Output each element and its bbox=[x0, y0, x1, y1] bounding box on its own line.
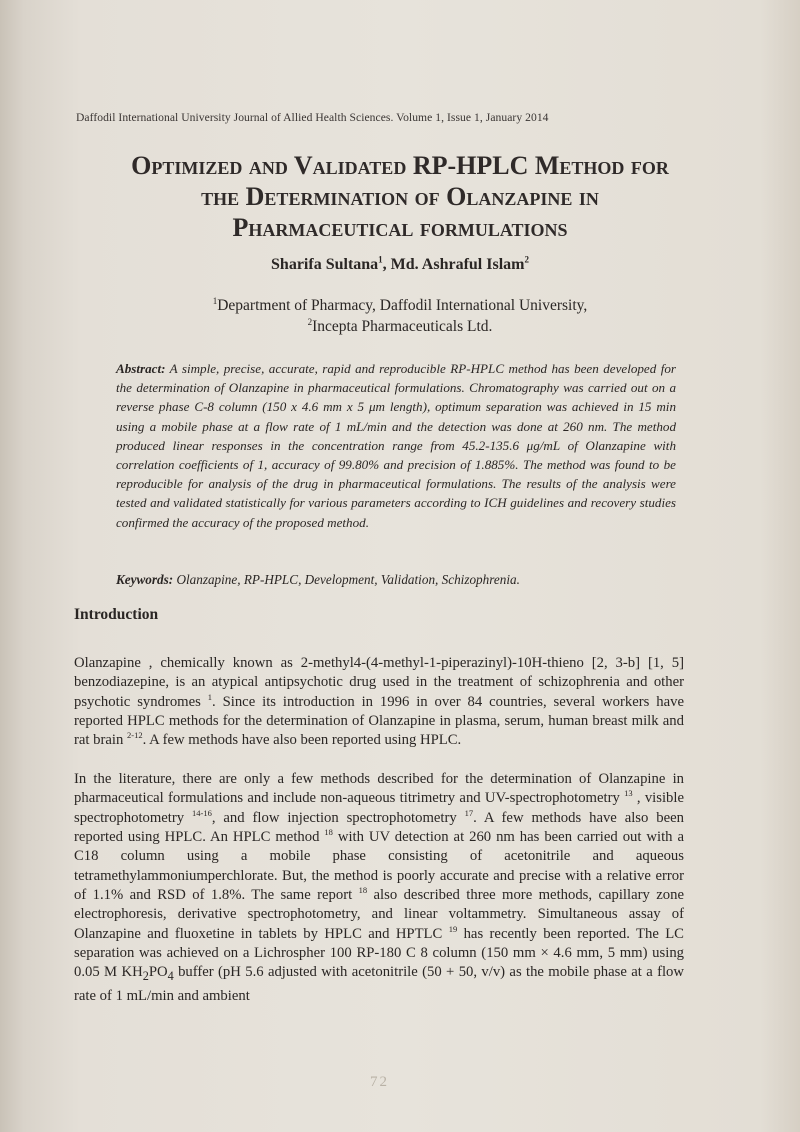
keywords bbox=[116, 572, 676, 588]
citation-marker: 14-16 bbox=[192, 807, 212, 818]
paragraph-text: also described three more methods, capillary zone electrophoresis, derivative spectrophotometry, and linear voltammetry. Simultaneous assay of Olanzapine and fluoxetine in tablets by HPLC and HPTLC bbox=[74, 887, 684, 942]
citation-marker: 13 bbox=[624, 788, 633, 799]
affiliation-text: Incepta Pharmaceuticals Ltd. bbox=[312, 318, 493, 335]
keywords-label: Keywords: bbox=[116, 572, 174, 587]
introduction-paragraph bbox=[74, 654, 684, 751]
paragraph-text: In the literature, there are only a few methods described for the determination of Olanzapine in pharmaceutical formulations and include non-aqueous titrimetry and UV-spectrophotometry bbox=[74, 771, 684, 807]
author-affiliation-marker: 2 bbox=[524, 254, 529, 265]
author-affiliation-marker: 1 bbox=[378, 254, 383, 265]
author-name: Sharifa Sultana bbox=[271, 256, 379, 273]
citation-marker: 19 bbox=[448, 923, 458, 934]
chemical-subscript: 2 bbox=[142, 969, 149, 984]
paragraph-text: . A few methods have also been reported using HPLC. An HPLC method bbox=[74, 809, 684, 846]
keywords-text: Olanzapine, RP-HPLC, Development, Validation, Schizophrenia. bbox=[176, 572, 520, 587]
author-separator: , bbox=[382, 256, 391, 273]
paragraph-text: with UV detection at 260 nm has been carried out with a C18 column using a mobile phase consisting of acetonitrile and aqueous tetramethylammoniumperchlorate. But, the method is poorly accurate and precise with a relative error of 1.1% and RSD of 1.8%. The same report bbox=[74, 829, 684, 904]
paragraph-text: has recently been reported. The LC separation was achieved on a Lichrospher 100 RP-180 C 8 column (150 mm × 4.6 mm, 5 mm) using 0.05 M KH bbox=[74, 925, 684, 981]
paragraph-text: Olanzapine , chemically known as 2-methyl4-(4-methyl-1-piperazinyl)-10H-thieno [2, 3-b] [1, 5] benzodiazepine, is an atypical antipsychotic drug used in the treatment of schizophrenia and other psychotic syndromes bbox=[74, 655, 684, 710]
author-list bbox=[70, 256, 730, 274]
paragraph-text: PO bbox=[148, 964, 168, 981]
affiliation-marker: 1 bbox=[212, 295, 218, 306]
affiliation-marker: 2 bbox=[307, 316, 313, 327]
title-line-2: the Determination of Olanzapine in bbox=[201, 182, 599, 211]
paragraph-text: . Since its introduction in 1996 in over 84 countries, several workers have reported HPLC methods for the determination of Olanzapine in plasma, serum, human breast milk and rat brain bbox=[74, 693, 684, 749]
paragraph-text: , visible spectrophotometry bbox=[74, 790, 684, 826]
citation-marker: 17 bbox=[464, 807, 474, 818]
introduction-paragraph bbox=[74, 770, 684, 1006]
article-title bbox=[70, 150, 730, 243]
abstract-label: Abstract: bbox=[116, 361, 166, 376]
paragraph-text: , and flow injection spectrophotometry bbox=[211, 809, 465, 826]
affiliation-text: Department of Pharmacy, Daffodil International University, bbox=[217, 297, 588, 314]
citation-marker: 18 bbox=[324, 827, 333, 838]
abstract bbox=[116, 359, 676, 532]
author-name: Md. Ashraful Islam bbox=[390, 256, 525, 273]
running-header: Daffodil International University Journal of Allied Health Sciences. Volume 1, Issue 1, January 2014 bbox=[76, 111, 549, 124]
paragraph-text: buffer (pH 5.6 adjusted with acetonitrile (50 + 50, v/v) as the mobile phase at a flow rate of 1 mL/min and ambient bbox=[74, 964, 684, 1004]
citation-marker: 2-12 bbox=[127, 730, 143, 741]
chemical-subscript: 4 bbox=[167, 969, 174, 984]
title-line-1: Optimized and Validated RP-HPLC Method for bbox=[131, 151, 669, 180]
page-number: 72 bbox=[370, 1074, 389, 1090]
paragraph-text: . A few methods have also been reported using HPLC. bbox=[142, 732, 462, 749]
affiliation bbox=[70, 297, 730, 315]
title-line-3: Pharmaceutical formulations bbox=[232, 213, 568, 242]
abstract-text: A simple, precise, accurate, rapid and reproducible RP-HPLC method has been developed for the determination of Olanzapine in pharmaceutical formulations. Chromatography was carried out on a reverse phase C-8 column (150 x 4.6 mm x 5 μm length), optimum separation was achieved in 15 min using a mobile phase at a flow rate of 1 mL/min and the detection was done at 260 nm. The method produced linear responses in the concentration range from 45.2-135.6 μg/mL of Olanzapine with correlation coefficients of 1, accuracy of 99.80% and precision of 1.885%. The method was found to be reproducible for analysis of the drug in pharmaceutical formulations. The results of the analysis were tested and validated statistically for various parameters according to ICH guidelines and recovery studies confirmed the accuracy of the proposed method. bbox=[116, 361, 676, 530]
section-heading: Introduction bbox=[74, 606, 159, 623]
affiliation bbox=[70, 318, 730, 336]
citation-marker: 1 bbox=[207, 691, 212, 702]
citation-marker: 18 bbox=[358, 885, 368, 896]
